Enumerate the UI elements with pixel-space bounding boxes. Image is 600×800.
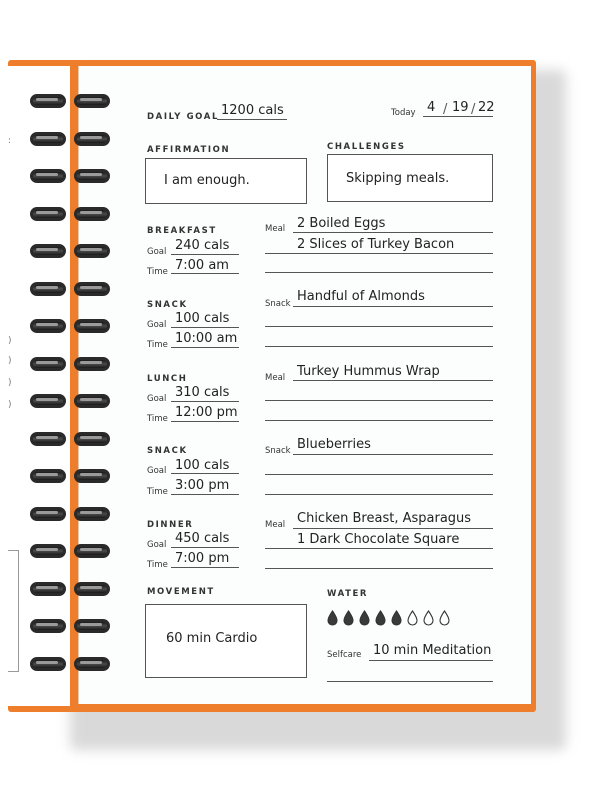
water-drop-filled-icon[interactable] <box>390 610 403 626</box>
left-page-box <box>8 550 19 672</box>
water-drop-filled-icon[interactable] <box>326 610 339 626</box>
daily-goal-value[interactable]: 1200 cals <box>221 103 284 118</box>
water-drop-filled-icon[interactable] <box>358 610 371 626</box>
spiral-coil <box>30 244 114 260</box>
meal-label: Meal <box>265 520 286 530</box>
water-drop-empty-icon[interactable] <box>422 610 435 626</box>
left-page-mark: ) <box>8 356 12 366</box>
dinner-underline-1 <box>293 528 493 529</box>
spiral-coil <box>30 507 114 523</box>
snack2-line-1[interactable]: Blueberries <box>297 437 371 452</box>
date-day[interactable]: 19 <box>452 100 469 115</box>
time-label: Time <box>147 267 168 277</box>
snack2-goal[interactable]: 100 cals <box>175 458 230 473</box>
spiral-coil <box>30 319 114 335</box>
snack1-goal[interactable]: 100 cals <box>175 311 230 326</box>
lunch-underline-1 <box>293 380 493 381</box>
spiral-coil <box>30 657 114 673</box>
dinner-goal[interactable]: 450 cals <box>175 531 230 546</box>
left-page <box>8 66 70 706</box>
meal-label: Meal <box>265 224 286 234</box>
lunch-time[interactable]: 12:00 pm <box>175 405 238 420</box>
spiral-coil <box>30 619 114 635</box>
dinner-line-2[interactable]: 1 Dark Chocolate Square <box>297 532 460 547</box>
challenges-text: Skipping meals. <box>346 171 450 186</box>
date-month[interactable]: 4 <box>427 100 436 115</box>
spiral-coil <box>30 132 114 148</box>
planner-page <box>78 66 531 704</box>
meal-title-lunch: LUNCH <box>147 374 188 384</box>
movement-box[interactable] <box>145 604 307 678</box>
time-label: Time <box>147 487 168 497</box>
breakfast-time-underline <box>171 273 239 274</box>
snack1-underline-3 <box>265 346 493 347</box>
left-page-mark: : <box>8 136 12 146</box>
breakfast-underline-2 <box>265 253 493 254</box>
snack2-underline-1 <box>293 454 493 455</box>
daily-goal-label: DAILY GOAL <box>147 112 219 122</box>
spiral-coil <box>30 207 114 223</box>
movement-text: 60 min Cardio <box>166 631 258 646</box>
meal-label: Meal <box>265 373 286 383</box>
spiral-coil <box>30 94 114 110</box>
lunch-goal-underline <box>171 401 239 402</box>
snack1-goal-underline <box>171 327 239 328</box>
selfcare-underline-2 <box>327 681 493 682</box>
left-page-mark: ) <box>8 400 12 410</box>
affirmation-text: I am enough. <box>164 173 250 188</box>
snack2-time[interactable]: 3:00 pm <box>175 478 230 493</box>
affirmation-label: AFFIRMATION <box>147 145 231 155</box>
water-drop-filled-icon[interactable] <box>374 610 387 626</box>
selfcare-underline <box>369 660 493 661</box>
dinner-time-underline <box>171 567 239 568</box>
breakfast-underline-1 <box>293 232 493 233</box>
snack2-underline-2 <box>265 474 493 475</box>
lunch-goal[interactable]: 310 cals <box>175 385 230 400</box>
lunch-time-underline <box>171 421 239 422</box>
snack-label: Snack <box>265 299 291 309</box>
goal-label: Goal <box>147 394 167 404</box>
selfcare-label: Selfcare <box>327 650 362 660</box>
time-label: Time <box>147 414 168 424</box>
lunch-underline-3 <box>265 420 493 421</box>
meal-title-dinner: DINNER <box>147 520 194 530</box>
water-drop-filled-icon[interactable] <box>342 610 355 626</box>
goal-label: Goal <box>147 466 167 476</box>
dinner-underline-3 <box>265 568 493 569</box>
spiral-coil <box>30 544 114 560</box>
breakfast-line-1[interactable]: 2 Boiled Eggs <box>297 216 386 231</box>
breakfast-goal-underline <box>171 254 239 255</box>
dinner-time[interactable]: 7:00 pm <box>175 551 230 566</box>
lunch-line-1[interactable]: Turkey Hummus Wrap <box>297 364 440 379</box>
spiral-coil <box>30 169 114 185</box>
time-label: Time <box>147 340 168 350</box>
snack1-underline-1 <box>293 306 493 307</box>
time-label: Time <box>147 560 168 570</box>
lunch-underline-2 <box>265 400 493 401</box>
daily-goal-underline <box>217 119 287 120</box>
left-page-mark: ) <box>8 378 12 388</box>
dinner-underline-2 <box>265 548 493 549</box>
dinner-line-1[interactable]: Chicken Breast, Asparagus <box>297 511 472 526</box>
selfcare-text[interactable]: 10 min Meditation <box>373 643 492 658</box>
snack1-line-1[interactable]: Handful of Almonds <box>297 289 425 304</box>
date-slash: / <box>443 102 448 117</box>
goal-label: Goal <box>147 247 167 257</box>
breakfast-goal[interactable]: 240 cals <box>175 238 230 253</box>
breakfast-line-2[interactable]: 2 Slices of Turkey Bacon <box>297 237 455 252</box>
snack2-underline-3 <box>265 494 493 495</box>
today-label: Today <box>391 108 416 118</box>
water-tracker[interactable] <box>326 610 451 626</box>
snack2-goal-underline <box>171 473 239 474</box>
spiral-coil <box>30 582 114 598</box>
snack1-time-underline <box>171 347 239 348</box>
left-page-mark: ) <box>8 336 12 346</box>
spiral-coil <box>30 394 114 410</box>
dinner-goal-underline <box>171 547 239 548</box>
spiral-coil <box>30 282 114 298</box>
snack2-time-underline <box>171 494 239 495</box>
spiral-coil <box>30 432 114 448</box>
challenges-box[interactable] <box>327 154 493 202</box>
movement-label: MOVEMENT <box>147 587 215 597</box>
goal-label: Goal <box>147 320 167 330</box>
date-underline <box>423 116 493 117</box>
meal-title-snack: SNACK <box>147 300 188 310</box>
meal-title-breakfast: BREAKFAST <box>147 226 217 236</box>
water-label: WATER <box>327 589 369 599</box>
spiral-coil <box>30 357 114 373</box>
affirmation-box[interactable] <box>145 158 307 204</box>
snack-label: Snack <box>265 446 291 456</box>
spiral-coil <box>30 469 114 485</box>
snack1-time[interactable]: 10:00 am <box>175 331 238 346</box>
breakfast-time[interactable]: 7:00 am <box>175 258 229 273</box>
meal-title-snack: SNACK <box>147 446 188 456</box>
date-slash: / <box>471 102 476 117</box>
date-year[interactable]: 22 <box>478 100 495 115</box>
snack1-underline-2 <box>265 326 493 327</box>
challenges-label: CHALLENGES <box>327 142 406 152</box>
water-drop-empty-icon[interactable] <box>438 610 451 626</box>
breakfast-underline-3 <box>265 272 493 273</box>
goal-label: Goal <box>147 540 167 550</box>
water-drop-empty-icon[interactable] <box>406 610 419 626</box>
